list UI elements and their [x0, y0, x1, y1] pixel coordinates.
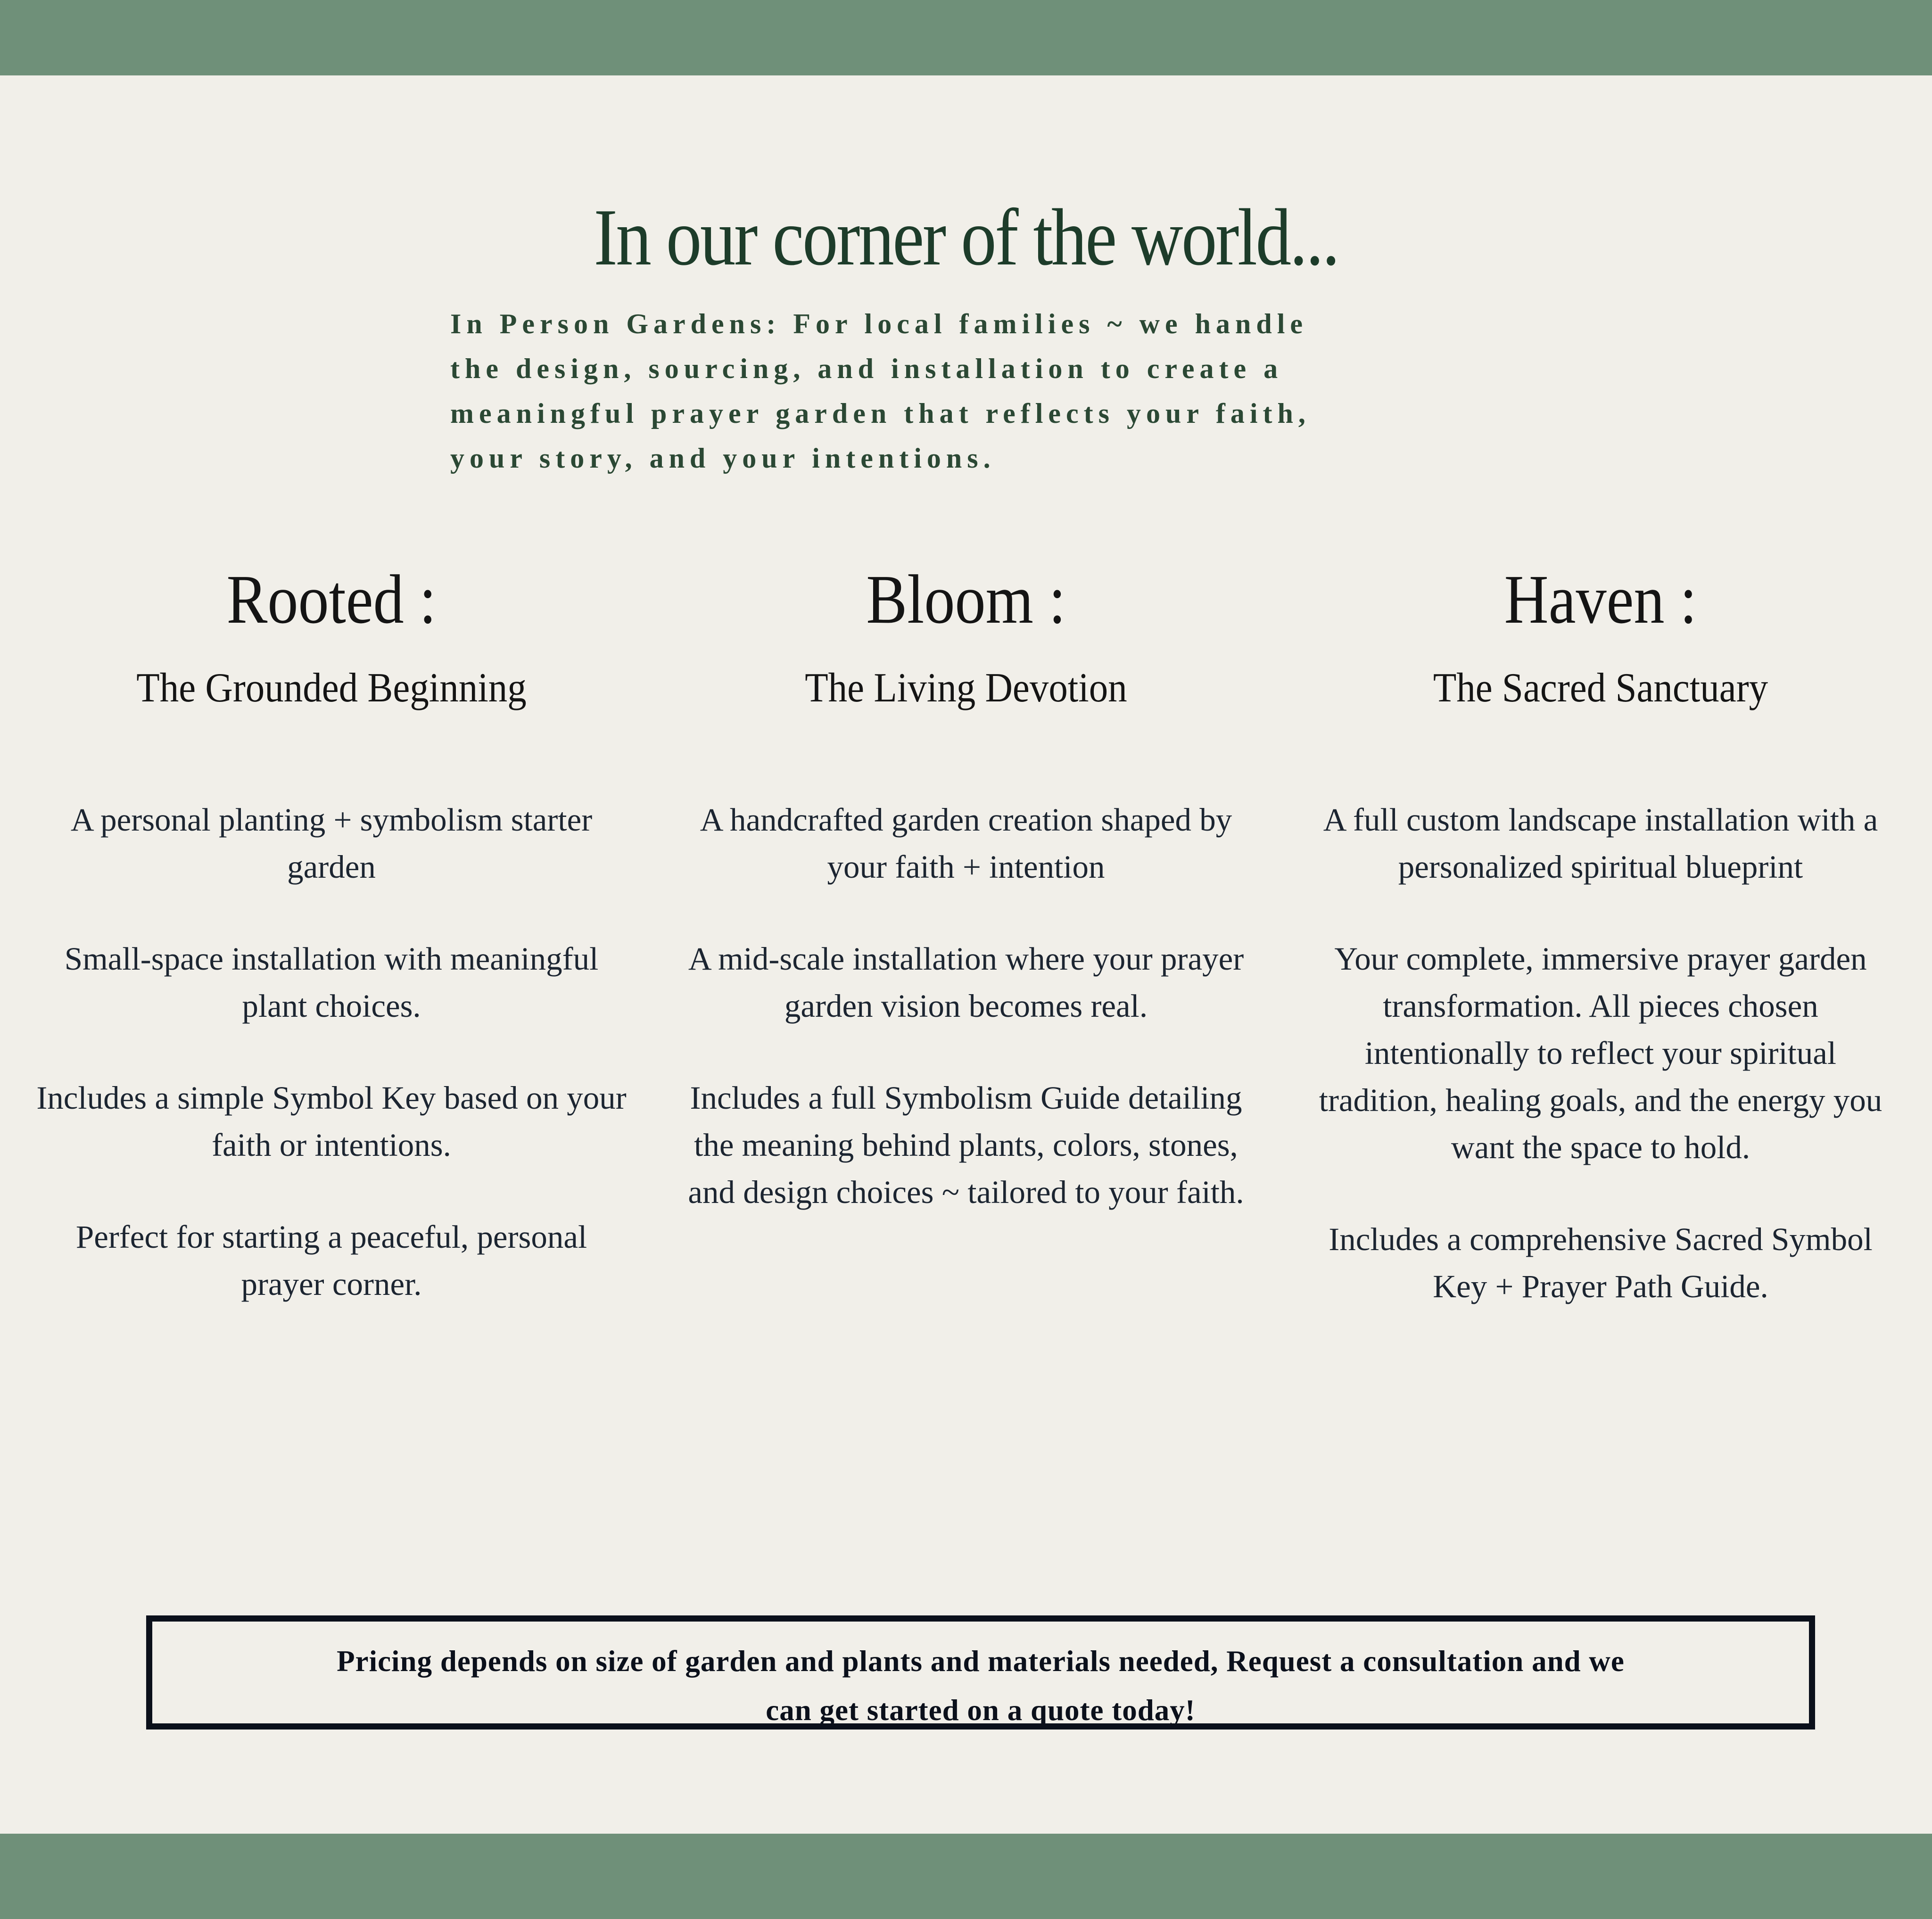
pricing-line: can get started on a quote today!: [766, 1694, 1196, 1727]
intro-line: In Person Gardens: For local families ~ we handle: [450, 308, 1308, 339]
intro-line: the design, sourcing, and installation to create a: [450, 353, 1283, 384]
column-paragraph: Perfect for starting a peaceful, personal prayer corner.: [75, 1219, 587, 1302]
pricing-callout-box: [146, 1615, 1815, 1730]
intro-paragraph: [450, 302, 1582, 481]
column-subtitle-bloom: The Living Devotion: [805, 665, 1127, 711]
column-heading-bloom: Bloom :: [866, 561, 1066, 638]
pricing-line: Pricing depends on size of garden and plants and materials needed, Request a consultation and we: [337, 1645, 1625, 1678]
intro-line: meaningful prayer garden that reflects your faith,: [450, 398, 1311, 429]
column-paragraph: A full custom landscape installation with a personalized spiritual blueprint: [1323, 802, 1878, 885]
column-haven: [1297, 563, 1904, 1310]
column-paragraph: Your complete, immersive prayer garden transformation. All pieces chosen intentionally to reflect your spiritual tradition, healing goals, and the energy you want the space to hold.: [1319, 941, 1882, 1166]
column-paragraph: Includes a simple Symbol Key based on your faith or intentions.: [36, 1080, 627, 1163]
package-columns: [28, 563, 1904, 1310]
column-paragraph: A personal planting + symbolism starter garden: [70, 802, 593, 885]
column-heading-haven: Haven :: [1504, 561, 1697, 638]
top-accent-bar: [0, 0, 1932, 75]
column-paragraph: A handcrafted garden creation shaped by your faith + intention: [700, 802, 1232, 885]
column-paragraph: A mid-scale installation where your prayer garden vision becomes real.: [688, 941, 1244, 1024]
page-title: In our corner of the world...: [594, 193, 1338, 283]
column-heading-rooted: Rooted :: [226, 561, 437, 638]
column-paragraph: Includes a comprehensive Sacred Symbol Key + Prayer Path Guide.: [1329, 1221, 1873, 1305]
column-paragraph: Small-space installation with meaningful plant choices.: [64, 941, 599, 1024]
column-paragraph: Includes a full Symbolism Guide detailing the meaning behind plants, colors, stones, and design choices ~ tailored to your faith.: [688, 1080, 1244, 1211]
bottom-accent-bar: [0, 1834, 1932, 1919]
column-bloom: [663, 563, 1269, 1310]
column-rooted: [28, 563, 635, 1310]
column-subtitle-haven: The Sacred Sanctuary: [1433, 665, 1768, 711]
column-subtitle-rooted: The Grounded Beginning: [136, 665, 527, 711]
intro-line: your story, and your intentions.: [450, 443, 996, 474]
